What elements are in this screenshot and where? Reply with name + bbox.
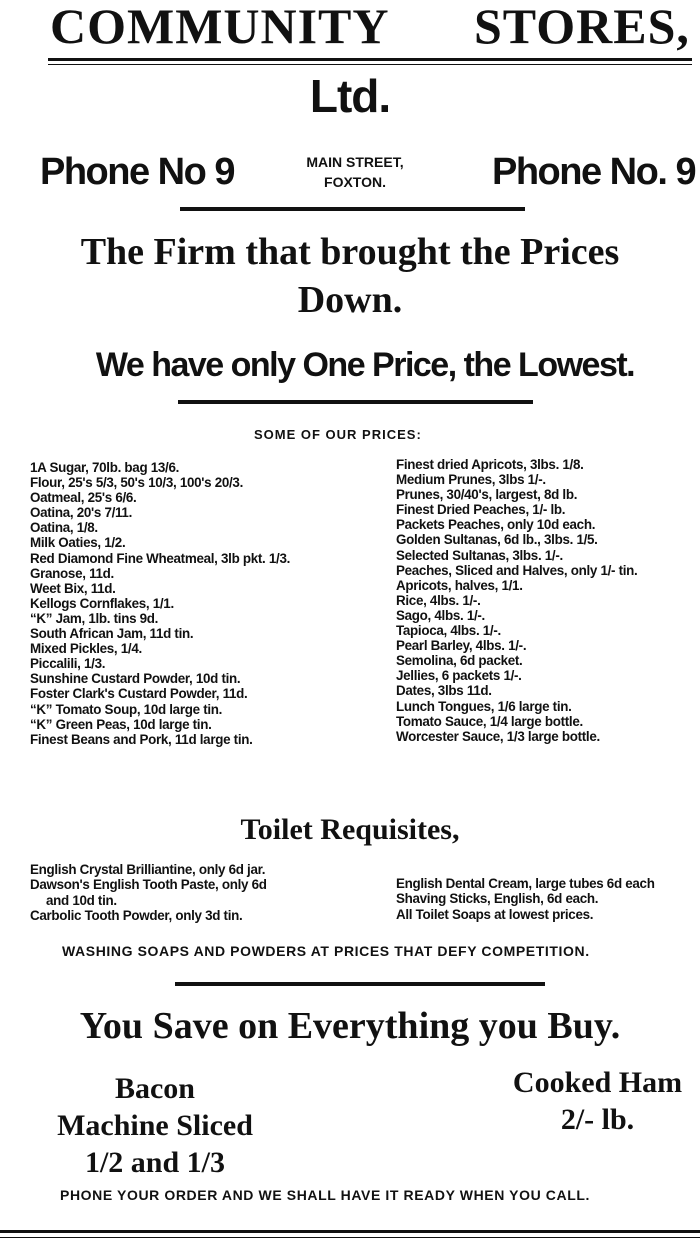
price-item: Finest Beans and Pork, 11d large tin. [30, 731, 253, 747]
title-rule-bottom [48, 64, 692, 65]
ham-offer [490, 1064, 700, 1138]
firm-slogan-line-2: Down. [297, 279, 403, 321]
price-item: Peaches, Sliced and Halves, only 1/- tin. [396, 562, 638, 578]
toilet-heading: Toilet Requisites, [240, 813, 460, 846]
firm-slogan [0, 228, 700, 324]
price-item: Milk Oaties, 1/2. [30, 535, 126, 551]
save-slogan: You Save on Everything you Buy. [79, 1005, 621, 1047]
address-street: MAIN STREET, [306, 154, 404, 170]
price-item: Apricots, halves, 1/1. [396, 577, 523, 593]
price-item: Sunshine Custard Powder, 10d tin. [30, 671, 241, 687]
price-item: “K” Green Peas, 10d large tin. [30, 716, 212, 732]
price-item: South African Jam, 11d tin. [30, 626, 194, 642]
address [270, 152, 440, 192]
price-item: Finest Dried Peaches, 1/- lb. [396, 502, 566, 518]
price-item: “K” Jam, 1lb. tins 9d. [30, 610, 159, 626]
store-name [0, 0, 700, 52]
price-item: Foster Clark's Custard Powder, 11d. [30, 686, 248, 702]
price-item: Jellies, 6 packets 1/-. [396, 668, 522, 684]
store-name-word-2: STORES, [474, 0, 690, 54]
bacon-offer-line-1: Bacon [114, 1072, 195, 1105]
price-item: Tomato Sauce, 1/4 large bottle. [396, 713, 583, 729]
phone-left: Phone No 9 [40, 151, 235, 193]
store-name-word-1: COMMUNITY [50, 0, 390, 54]
phone-right: Phone No. 9 [492, 151, 696, 193]
toilet-item: and 10d tin. [46, 892, 117, 908]
price-item: Prunes, 30/40's, largest, 8d lb. [396, 487, 578, 503]
price-item: Lunch Tongues, 1/6 large tin. [396, 698, 572, 714]
bacon-offer-line-3: 1/2 and 1/3 [84, 1146, 226, 1179]
phone-order-notice: PHONE YOUR ORDER AND WE SHALL HAVE IT READY WHEN YOU CALL. [60, 1187, 591, 1203]
toilet-item: Carbolic Tooth Powder, only 3d tin. [30, 908, 243, 924]
bottom-rule-top [0, 1230, 700, 1233]
price-item: Finest dried Apricots, 3lbs. 1/8. [396, 457, 584, 472]
divider-2 [178, 400, 533, 404]
price-item: Medium Prunes, 3lbs 1/-. [396, 472, 546, 488]
price-item: Red Diamond Fine Wheatmeal, 3lb pkt. 1/3. [30, 550, 291, 566]
washing-notice: WASHING SOAPS AND POWDERS AT PRICES THAT DEFY COMPETITION. [62, 943, 590, 959]
prices-right-column [396, 457, 700, 744]
prices-heading: SOME OF OUR PRICES: [254, 427, 422, 442]
price-item: Semolina, 6d packet. [396, 653, 523, 669]
toilet-item: Shaving Sticks, English, 6d each. [396, 891, 599, 907]
divider-1 [180, 207, 525, 211]
bacon-offer [20, 1070, 290, 1181]
price-item: Kellogs Cornflakes, 1/1. [30, 595, 174, 611]
price-item: Oatina, 1/8. [30, 520, 98, 536]
ham-offer-line-1: Cooked Ham [512, 1066, 683, 1099]
toilet-left-column [30, 862, 360, 924]
price-item: Sago, 4lbs. 1/-. [396, 607, 485, 623]
price-item: Weet Bix, 11d. [30, 580, 116, 596]
price-item: Worcester Sauce, 1/3 large bottle. [396, 728, 600, 744]
price-item: Granose, 11d. [30, 565, 114, 581]
one-price-slogan: We have only One Price, the Lowest. [95, 346, 635, 384]
bottom-rule-bottom [0, 1237, 700, 1238]
price-item: Mixed Pickles, 1/4. [30, 641, 142, 657]
price-item: Selected Sultanas, 3lbs. 1/-. [396, 547, 563, 563]
toilet-item: English Dental Cream, large tubes 6d each [396, 876, 655, 891]
price-item: Pearl Barley, 4lbs. 1/-. [396, 638, 527, 654]
price-item: Flour, 25's 5/3, 50's 10/3, 100's 20/3. [30, 475, 243, 491]
address-town: FOXTON. [324, 174, 386, 190]
price-item: Packets Peaches, only 10d each. [396, 517, 596, 533]
price-item: Oatmeal, 25's 6/6. [30, 490, 137, 506]
price-item: Tapioca, 4lbs. 1/-. [396, 623, 501, 639]
toilet-right-column [396, 876, 700, 922]
bacon-offer-line-2: Machine Sliced [57, 1109, 253, 1142]
title-rule-top [48, 58, 692, 61]
price-item: Oatina, 20's 7/11. [30, 505, 132, 521]
toilet-item: Dawson's English Tooth Paste, only 6d [30, 877, 267, 893]
price-item: Piccalili, 1/3. [30, 656, 106, 672]
firm-slogan-line-1: The Firm that brought the Prices [80, 231, 620, 273]
price-item: Dates, 3lbs 11d. [396, 683, 492, 699]
price-item: Rice, 4lbs. 1/-. [396, 592, 481, 608]
price-item: “K” Tomato Soup, 10d large tin. [30, 701, 223, 717]
toilet-item: All Toilet Soaps at lowest prices. [396, 906, 594, 922]
prices-left-column [30, 460, 380, 747]
price-item: 1A Sugar, 70lb. bag 13/6. [30, 460, 180, 475]
divider-3 [175, 982, 545, 986]
toilet-item: English Crystal Brilliantine, only 6d jar. [30, 862, 266, 877]
ham-offer-line-2: 2/- lb. [560, 1103, 635, 1136]
ltd-heading: Ltd. [309, 70, 391, 122]
price-item: Golden Sultanas, 6d lb., 3lbs. 1/5. [396, 532, 598, 548]
